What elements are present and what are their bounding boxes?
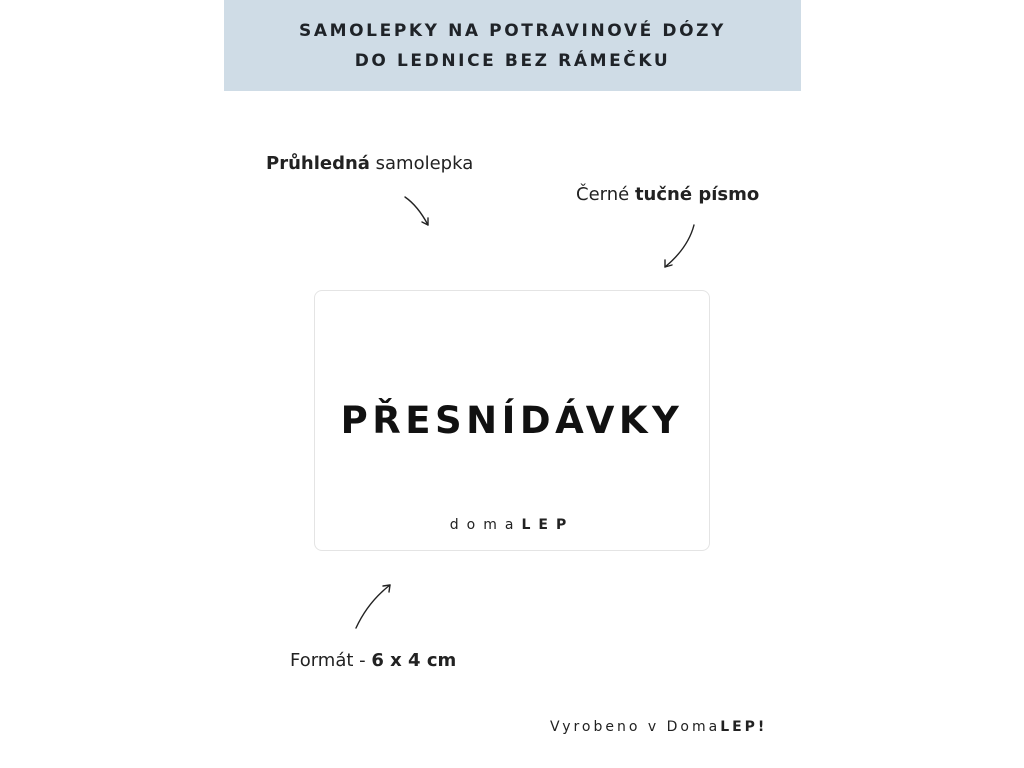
arrow-transparent-icon	[398, 192, 438, 232]
footer-bold: LEP!	[720, 719, 768, 735]
arrow-format-icon	[350, 578, 400, 634]
annotation-format-bold: 6 x 4 cm	[371, 650, 457, 671]
annotation-format-normal: Formát -	[290, 650, 372, 671]
sticker-preview	[314, 290, 710, 551]
annotation-font-bold: tučné písmo	[634, 184, 760, 205]
banner-title-line-1: SAMOLEPKY NA POTRAVINOVÉ DÓZY	[299, 20, 726, 41]
banner-title-line-2: DO LEDNICE BEZ RÁMEČKU	[354, 50, 671, 71]
annotation-transparent-bold: Průhledná	[266, 153, 370, 174]
sticker-brand-light: doma	[449, 517, 522, 533]
sticker-brand	[315, 517, 709, 533]
annotation-transparent-rest: samolepka	[369, 153, 474, 174]
footer-made-by	[550, 719, 767, 735]
footer-normal: Vyrobeno v Doma	[550, 719, 721, 735]
title-banner	[224, 0, 801, 91]
annotation-format	[290, 650, 456, 671]
arrow-font-icon	[656, 220, 702, 274]
annotation-transparent-sticker	[266, 153, 473, 174]
sticker-brand-bold: LEP	[521, 517, 575, 533]
sticker-label-word: PŘESNÍDÁVKY	[340, 399, 684, 442]
annotation-black-bold-font	[576, 184, 759, 205]
annotation-font-normal: Černé	[576, 184, 635, 205]
